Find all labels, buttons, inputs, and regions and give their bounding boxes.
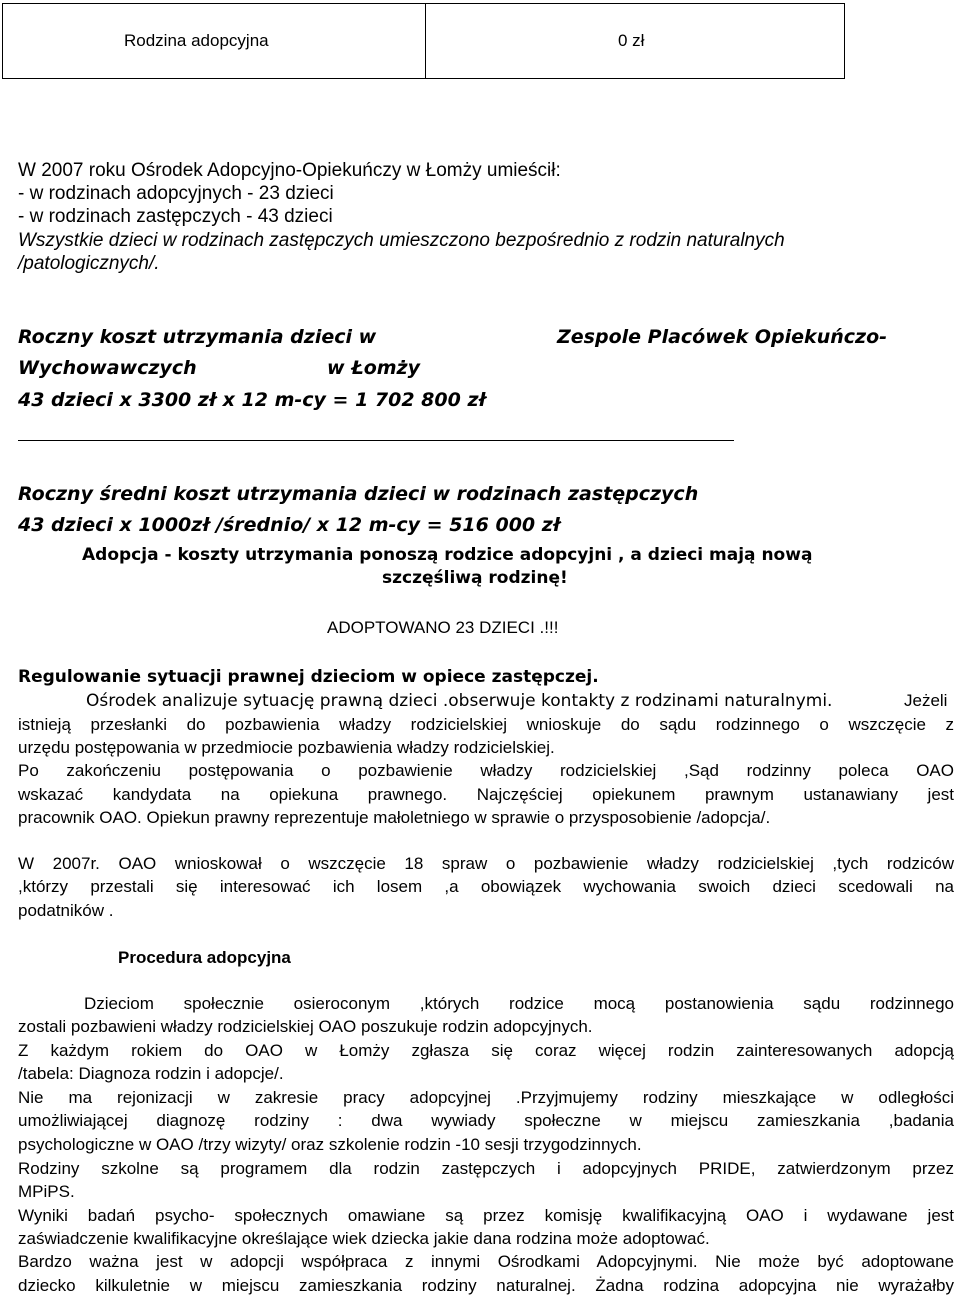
summary-heading: W 2007 roku Ośrodek Adopcyjno-Opiekuńczy w Łomży umieścił: [18, 160, 561, 181]
legal-line7: W 2007r. OAO wnioskował o wszczęcie 18 spraw o pozbawienie władzy rodzicielskiej ,tych rodziców [18, 854, 954, 873]
separator-line [18, 440, 734, 441]
legal-line1: Ośrodek analizuje sytuację prawną dzieci .obserwuje kontakty z rodzinami naturalnymi. [86, 691, 833, 711]
summary-note: Wszystkie dzieci w rodzinach zastępczych umieszczono bezpośrednio z rodzin naturalnych [18, 230, 785, 251]
legal-line2: istnieją przesłanki do pozbawienia władzy rodzicielskiej wnioskuje do sądu rodzinnego o wszczęcie z [18, 715, 954, 734]
legal-line9: podatników . [18, 901, 114, 920]
legal-line8: ,którzy przestali się interesować ich losem ,a obowiązek wychowania swoich dzieci scedowali na [18, 877, 954, 896]
procedure-line10: Wyniki badań psycho- społecznych omawiane są przez komisję kwalifikacyjną OAO i wydawane jest [18, 1206, 954, 1225]
adoption-note-cont: szczęśliwą rodzinę! [382, 568, 568, 588]
procedure-line3: Z każdym rokiem do OAO w Łomży zgłasza się coraz więcej rodzin zainteresowanych adopcją [18, 1041, 954, 1060]
procedure-line4: /tabela: Diagnoza rodzin i adopcje/. [18, 1064, 284, 1083]
procedure-line2: zostali pozbawieni władzy rodzicielskiej OAO poszukuje rodzin adopcyjnych. [18, 1017, 593, 1036]
institution-cost-calc: 43 dzieci x 3300 zł x 12 m-cy = 1 702 800 zł [18, 389, 486, 411]
procedure-line7: psychologiczne w OAO /trzy wizyty/ oraz szkolenie rodzin -10 sesji trzygodzinnych. [18, 1135, 642, 1154]
procedure-line6: umożliwiającej diagnozę rodziny : dwa wywiady społeczne w miejscu zamieszkania ,badania [18, 1111, 954, 1130]
procedure-line13: dziecko kilkuletnie w miejscu zamieszkania rodziny naturalnej. Żadna rodzina adopcyjna nie wyrażałby [18, 1276, 954, 1295]
summary-item-adoptive: - w rodzinach adopcyjnych - 23 dzieci [18, 183, 334, 204]
legal-line5: wskazać kandydata na opiekuna prawnego. Najczęściej opiekunem prawnym ustanawiany jest [18, 785, 954, 804]
procedure-line9: MPiPS. [18, 1182, 75, 1201]
foster-cost-calc: 43 dzieci x 1000zł /średnio/ x 12 m-cy = 516 000 zł [18, 514, 560, 536]
table-value: 0 zł [618, 31, 645, 50]
procedure-heading: Procedura adopcyjna [118, 948, 291, 967]
legal-heading: Regulowanie sytuacji prawnej dzieciom w opiece zastępczej. [18, 667, 599, 687]
procedure-line1: Dzieciom społecznie osieroconym ,których rodzice mocą postanowienia sądu rodzinnego [84, 994, 954, 1013]
procedure-line11: zaświadczenie kwalifikacyjne określające wiek dziecka jakie dana rodzina może adoptować. [18, 1229, 710, 1248]
legal-line4: Po zakończeniu postępowania o pozbawienie władzy rodzicielskiej ,Sąd rodzinny poleca OAO [18, 761, 954, 780]
legal-line3: urzędu postępowania w przedmiocie pozbawienia władzy rodzicielskiej. [18, 738, 555, 757]
institution-cost-line2a: Wychowawczych [18, 357, 197, 379]
institution-cost-line2b: w Łomży [327, 357, 421, 379]
procedure-line12: Bardzo ważna jest w adopcji współpraca z innymi Ośrodkami Adopcyjnymi. Nie może być adoptowane [18, 1252, 954, 1271]
cost-table [2, 3, 845, 79]
table-label: Rodzina adopcyjna [3, 4, 426, 78]
adoption-note: Adopcja - koszty utrzymania ponoszą rodzice adopcyjni , a dzieci mają nową [82, 545, 813, 565]
summary-note-cont: /patologicznych/. [18, 253, 160, 274]
institution-cost-line1a: Roczny koszt utrzymania dzieci w [18, 326, 377, 348]
procedure-line8: Rodziny szkolne są programem dla rodzin zastępczych i adopcyjnych PRIDE, zatwierdzonym przez [18, 1159, 954, 1178]
institution-cost-line1b: Zespole Placówek Opiekuńczo- [557, 326, 888, 348]
summary-item-foster: - w rodzinach zastępczych - 43 dzieci [18, 206, 333, 227]
legal-line6: pracownik OAO. Opiekun prawny reprezentuje małoletniego w sprawie o przysposobienie /adopcja/. [18, 808, 771, 827]
foster-cost-line1: Roczny średni koszt utrzymania dzieci w rodzinach zastępczych [18, 483, 699, 505]
legal-line1-end: Jeżeli [904, 691, 948, 710]
adopted-count: ADOPTOWANO 23 DZIECI .!!! [327, 618, 559, 637]
procedure-line5: Nie ma rejonizacji w zakresie pracy adopcyjnej .Przyjmujemy rodziny mieszkające w odległości [18, 1088, 954, 1107]
